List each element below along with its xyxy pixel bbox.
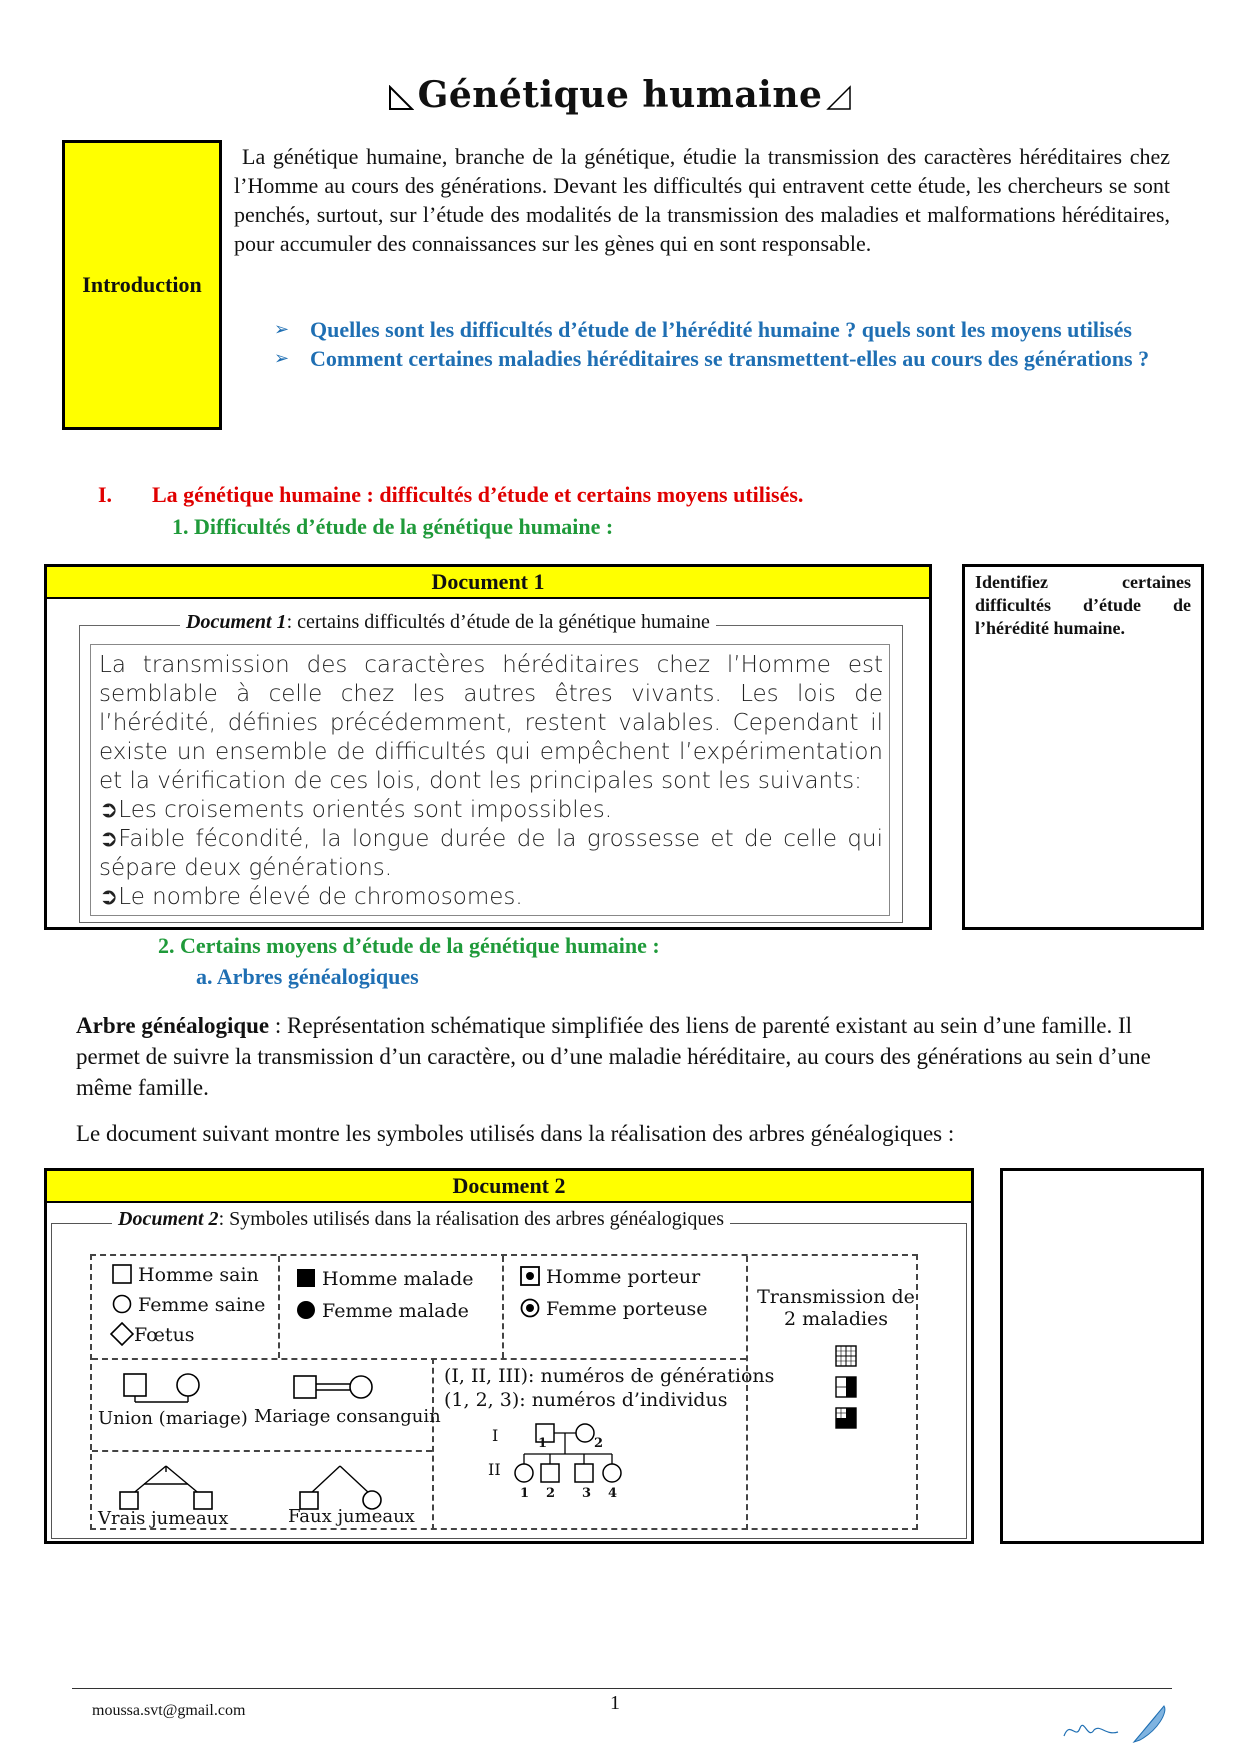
vrais-jumeaux-symbol bbox=[112, 1462, 222, 1510]
arrow-circle-icon: ➲ bbox=[99, 826, 119, 852]
document-1-legend bbox=[180, 611, 716, 634]
subsection-heading-1: 1. Difficultés d’étude de la génétique humaine : bbox=[172, 514, 614, 539]
label: Transmission de bbox=[757, 1286, 915, 1308]
document-1-header: Document 1 bbox=[47, 567, 929, 599]
individual-number: 1 bbox=[538, 1436, 548, 1451]
bullet-item bbox=[99, 825, 883, 883]
homme-porteur-legend bbox=[520, 1266, 700, 1288]
label: Femme porteuse bbox=[546, 1298, 708, 1320]
page-number: 1 bbox=[610, 1692, 620, 1714]
arrow-circle-icon: ➲ bbox=[99, 884, 119, 910]
document-1-frame bbox=[79, 611, 903, 923]
arbre-definition-text: : Représentation schématique simplifiée des liens de parenté existant au sein d’une famille. Il permet de suivre la transmission d’un caractère, ou d’une maladie héréditaire, au cours des générations au sein d’une même famille. bbox=[76, 1013, 1151, 1100]
individual-number: 4 bbox=[608, 1486, 618, 1501]
title-text: Génétique humaine bbox=[417, 74, 823, 116]
document-2-header: Document 2 bbox=[47, 1171, 971, 1203]
homme-sain-legend bbox=[112, 1264, 259, 1286]
document-1-question-box: Identifiez certaines difficultés d’étude de l’hérédité humaine. bbox=[962, 564, 1204, 930]
circle-empty-icon bbox=[603, 1464, 621, 1482]
bullet-text: Le nombre élevé de chromosomes. bbox=[118, 884, 523, 910]
label: (I, II, III): numéros de générations bbox=[444, 1365, 775, 1387]
square-empty-icon bbox=[541, 1464, 559, 1482]
intro-label: Introduction bbox=[82, 272, 202, 297]
square-half-icon bbox=[836, 1377, 856, 1397]
union-label: Union (mariage) bbox=[98, 1408, 248, 1429]
label: Homme porteur bbox=[546, 1266, 701, 1288]
page-title bbox=[0, 74, 1240, 116]
diamond-icon bbox=[110, 1322, 134, 1346]
label: Femme malade bbox=[322, 1300, 469, 1322]
individual-number: 2 bbox=[594, 1436, 604, 1451]
question-item bbox=[270, 344, 1170, 373]
arrow-bullet-icon: ➢ bbox=[274, 348, 290, 369]
individual-number: 3 bbox=[582, 1486, 592, 1501]
two-diseases-symbols bbox=[834, 1344, 860, 1434]
legend-text: : certains difficultés d’étude de la génétique humaine bbox=[286, 611, 710, 633]
generation-note bbox=[444, 1364, 774, 1412]
subsection-heading-2: 2. Certains moyens d’étude de la génétique humaine : bbox=[158, 933, 660, 958]
generation-i-label: I bbox=[492, 1426, 499, 1445]
bullet-text: Faible fécondité, la longue durée de la grossesse et de celle qui sépare deux générations. bbox=[99, 826, 883, 881]
divider bbox=[502, 1256, 504, 1358]
generation-ii-label: II bbox=[488, 1460, 501, 1479]
footer-email: moussa.svt@gmail.com bbox=[92, 1702, 246, 1719]
legend-label: Document 1 bbox=[186, 611, 287, 633]
question-text: Comment certaines maladies héréditaires se transmettent-elles au cours des générations ? bbox=[310, 346, 1150, 371]
document-2-frame bbox=[51, 1208, 967, 1539]
label: Homme sain bbox=[138, 1264, 259, 1286]
union-symbol bbox=[112, 1370, 212, 1404]
document-2-answer-box bbox=[1000, 1168, 1204, 1544]
vrais-jumeaux-label: Vrais jumeaux bbox=[98, 1508, 229, 1529]
subsection-heading-2a: a. Arbres généalogiques bbox=[196, 964, 419, 989]
square-empty-icon bbox=[575, 1464, 593, 1482]
circle-empty-icon bbox=[576, 1424, 594, 1442]
foetus-legend bbox=[110, 1322, 195, 1346]
label: 2 maladies bbox=[783, 1308, 889, 1330]
question-item bbox=[270, 315, 1170, 344]
label: Femme saine bbox=[138, 1294, 266, 1316]
square-empty-icon bbox=[112, 1264, 132, 1284]
femme-saine-legend bbox=[112, 1294, 265, 1316]
bullet-text: Les croisements orientés sont impossibles. bbox=[118, 797, 613, 823]
circle-empty-icon bbox=[515, 1464, 533, 1482]
section-title: La génétique humaine : difficultés d’étude et certains moyens utilisés. bbox=[152, 482, 804, 507]
femme-porteuse-legend bbox=[520, 1298, 708, 1320]
divider bbox=[278, 1256, 280, 1358]
intro-questions bbox=[270, 315, 1170, 373]
square-quartered-icon bbox=[836, 1346, 856, 1366]
legend-label: Document 2 bbox=[118, 1208, 219, 1230]
divider bbox=[432, 1358, 434, 1530]
individual-number: 2 bbox=[546, 1486, 556, 1501]
femme-malade-legend bbox=[296, 1300, 469, 1322]
document-2-legend bbox=[112, 1208, 730, 1231]
circle-empty-icon bbox=[112, 1294, 132, 1314]
footer-divider bbox=[72, 1688, 1172, 1689]
homme-malade-legend bbox=[296, 1268, 474, 1290]
square-empty-icon bbox=[120, 1492, 138, 1509]
consanguin-label: Mariage consanguin bbox=[254, 1406, 441, 1427]
arbre-term: Arbre généalogique bbox=[76, 1013, 270, 1038]
square-empty-icon bbox=[194, 1492, 212, 1509]
arrow-circle-icon: ➲ bbox=[99, 797, 119, 823]
legend-text: : Symboles utilisés dans la réalisation des arbres généalogiques bbox=[218, 1208, 725, 1230]
section-heading bbox=[98, 482, 803, 508]
label: (1, 2, 3): numéros d’individus bbox=[444, 1389, 728, 1411]
bullet-item bbox=[99, 883, 883, 912]
circle-empty-icon bbox=[350, 1376, 372, 1398]
triangle-right-icon bbox=[826, 85, 852, 111]
arrow-bullet-icon: ➢ bbox=[274, 319, 290, 340]
square-empty-icon bbox=[294, 1376, 316, 1398]
document-1 bbox=[44, 564, 932, 930]
circle-empty-icon bbox=[177, 1374, 199, 1396]
doc2-intro: Le document suivant montre les symboles utilisés dans la réalisation des arbres généalogiques : bbox=[76, 1121, 955, 1146]
intro-label-box bbox=[62, 140, 222, 430]
faux-jumeaux-label: Faux jumeaux bbox=[288, 1506, 415, 1527]
document-1-content bbox=[90, 644, 890, 916]
section-number: I. bbox=[98, 482, 113, 507]
symbols-area bbox=[90, 1254, 918, 1530]
individual-number: 1 bbox=[520, 1486, 530, 1501]
document-1-text bbox=[99, 651, 883, 912]
label: Homme malade bbox=[322, 1268, 474, 1290]
intro-paragraph: La génétique humaine, branche de la génétique, étudie la transmission des caractères héréditaires chez l’Homme au cours des générations. Devant les difficultés qui entravent cette étude, les chercheurs se sont penchés, surtout, sur l’étude des modalités de la transmission des maladies et malformations héréditaires, pour accumuler des connaissances sur les gènes qui en sont responsable. bbox=[234, 144, 1170, 256]
square-filled-icon bbox=[296, 1268, 316, 1288]
square-dot-icon bbox=[520, 1266, 540, 1286]
question-text: Quelles sont les difficultés d’étude de l’hérédité humaine ? quels sont les moyens utilisés bbox=[310, 317, 1132, 342]
faux-jumeaux-symbol bbox=[292, 1462, 392, 1510]
circle-filled-icon bbox=[296, 1300, 316, 1320]
bullet-item bbox=[99, 796, 883, 825]
triangle-left-icon bbox=[388, 85, 414, 111]
square-three-quarter-icon bbox=[836, 1408, 856, 1428]
arbre-definition bbox=[76, 1010, 1166, 1103]
document-2 bbox=[44, 1168, 974, 1544]
document-1-body: La transmission des caractères héréditaires chez l’Homme est semblable à celle chez les autres êtres vivants. Les lois de l’hérédité, définies précédemment, restent valables. Cependant il existe un ensemble de difficultés qui empêchent l’expérimentation et la vérification de ces lois, dont les principales sont les suivants: bbox=[99, 652, 883, 794]
circle-dot-icon bbox=[520, 1298, 540, 1318]
label: Fœtus bbox=[134, 1324, 195, 1346]
transmission-legend bbox=[756, 1286, 916, 1330]
square-empty-icon bbox=[124, 1374, 146, 1396]
consanguin-symbol bbox=[292, 1370, 392, 1404]
divider bbox=[92, 1358, 746, 1360]
signature-logo bbox=[1060, 1700, 1170, 1746]
divider bbox=[92, 1450, 432, 1452]
